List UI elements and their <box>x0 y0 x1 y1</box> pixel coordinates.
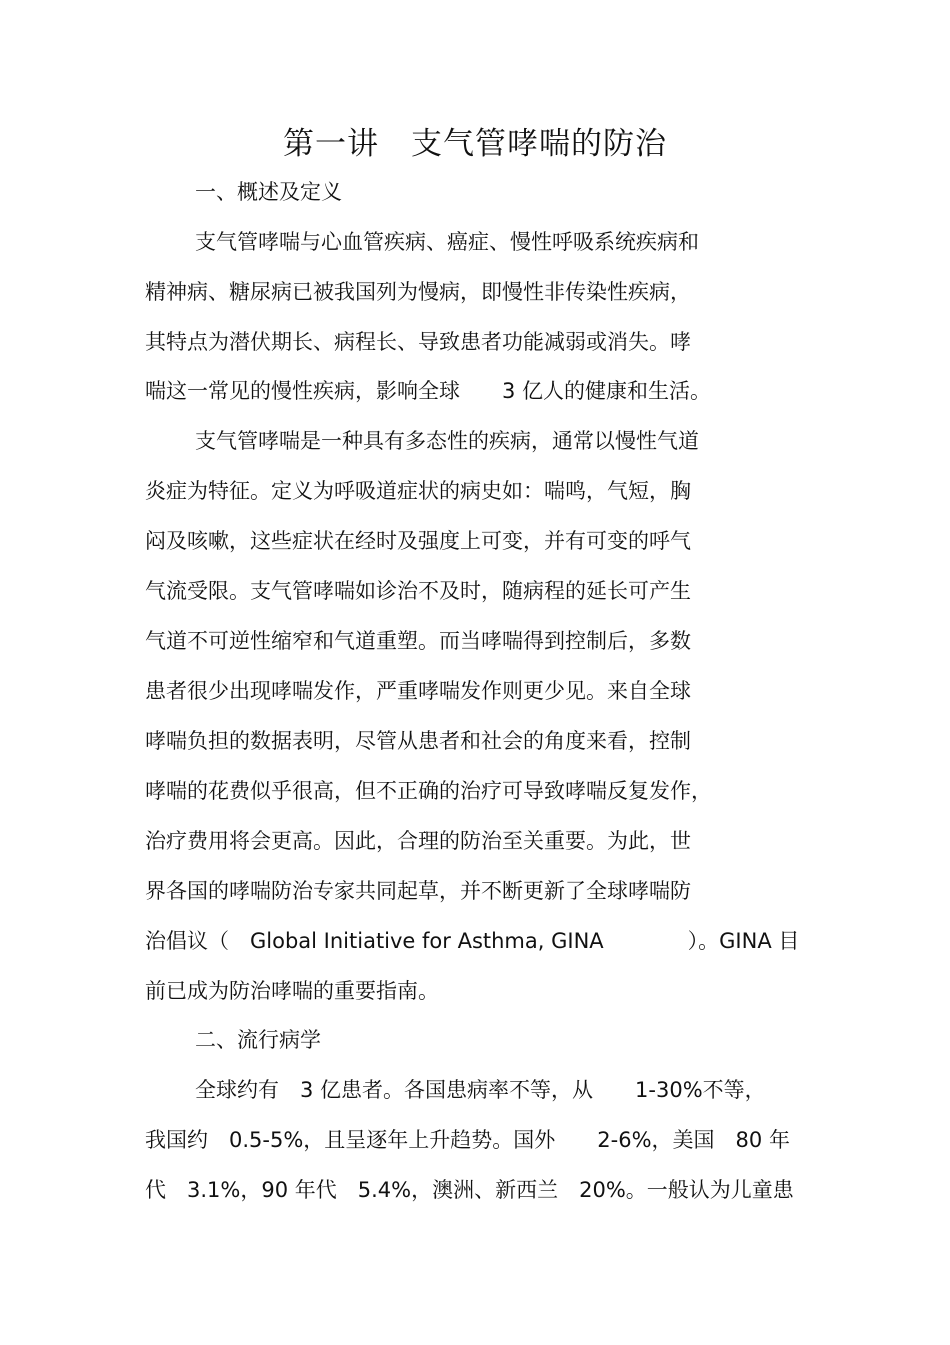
paragraph-line: 闷及咳嗽，这些症状在经时及强度上可变，并有可变的呼气 <box>145 529 691 553</box>
section-heading-overview: 一、概述及定义 <box>195 180 342 204</box>
paragraph-line: 炎症为特征。定义为呼吸道症状的病史如：喘鸣，气短，胸 <box>145 479 691 503</box>
section-heading-epidemiology: 二、流行病学 <box>195 1028 321 1052</box>
paragraph-line: 界各国的哮喘防治专家共同起草，并不断更新了全球哮喘防 <box>145 879 691 903</box>
paragraph-line: 哮喘负担的数据表明，尽管从患者和社会的角度来看，控制 <box>145 729 691 753</box>
page-title: 第一讲 支气管哮喘的防治 <box>283 126 667 162</box>
paragraph-line: 患者很少出现哮喘发作，严重哮喘发作则更少见。来自全球 <box>145 679 691 703</box>
paragraph-line: 我国约 0.5-5%，且呈逐年上升趋势。国外 2-6%，美国 80 年 <box>145 1128 790 1152</box>
paragraph-line: 气道不可逆性缩窄和气道重塑。而当哮喘得到控制后，多数 <box>145 629 691 653</box>
paragraph-line: 其特点为潜伏期长、病程长、导致患者功能减弱或消失。哮 <box>145 330 691 354</box>
paragraph-line: 前已成为防治哮喘的重要指南。 <box>145 979 439 1003</box>
paragraph-line: 代 3.1%，90 年代 5.4%，澳洲、新西兰 20%。一般认为儿童患 <box>145 1178 794 1202</box>
paragraph-line: 精神病、糖尿病已被我国列为慢病，即慢性非传染性疾病， <box>145 280 691 304</box>
paragraph-line: 支气管哮喘与心血管疾病、癌症、慢性呼吸系统疾病和 <box>195 230 699 254</box>
paragraph-line: 气流受限。支气管哮喘如诊治不及时，随病程的延长可产生 <box>145 579 691 603</box>
paragraph-line: 全球约有 3 亿患者。各国患病率不等，从 1-30%不等， <box>195 1078 766 1102</box>
paragraph-line: 喘这一常见的慢性疾病，影响全球 3 亿人的健康和生活。 <box>145 379 712 403</box>
paragraph-line: 治疗费用将会更高。因此，合理的防治至关重要。为此，世 <box>145 829 691 853</box>
paragraph-line: 支气管哮喘是一种具有多态性的疾病，通常以慢性气道 <box>195 429 699 453</box>
paragraph-line: 哮喘的花费似乎很高，但不正确的治疗可导致哮喘反复发作， <box>145 779 712 803</box>
paragraph-line: 治倡议（ Global Initiative for Asthma, GINA ）。GINA 目 <box>145 929 800 953</box>
